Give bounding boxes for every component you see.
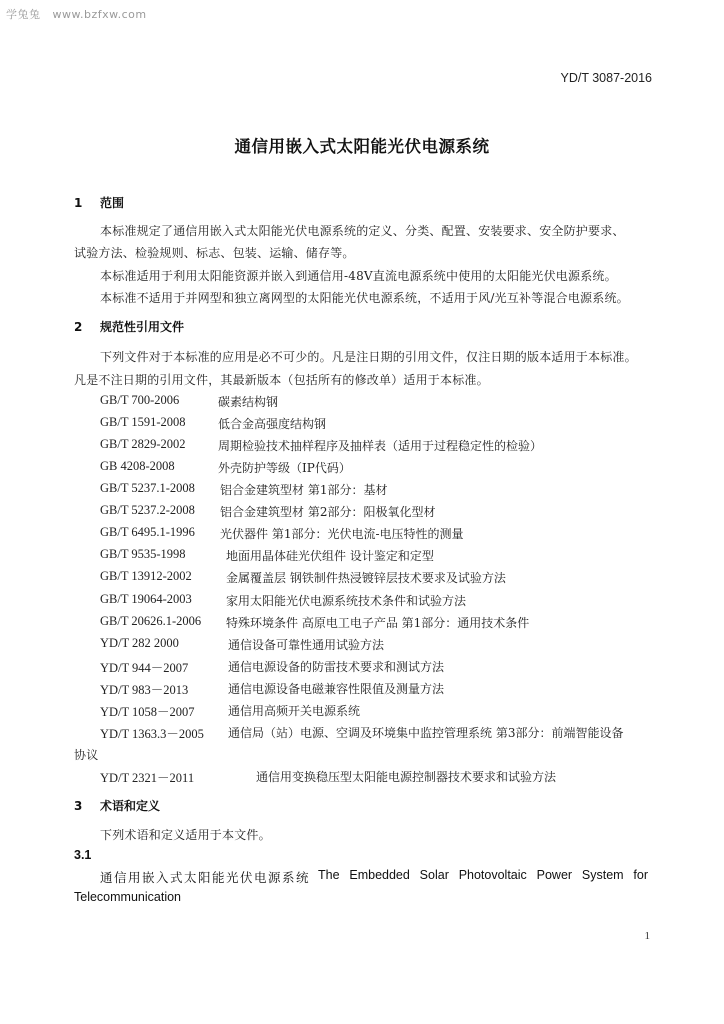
document-title: 通信用嵌入式太阳能光伏电源系统 xyxy=(234,137,490,156)
reference-title: 铝合金建筑型材 第1部分：基材 xyxy=(220,483,388,497)
term-english-word: for xyxy=(633,868,648,882)
reference-code: GB/T 20626.1-2006 xyxy=(100,614,202,628)
paragraph: 本标准规定了通信用嵌入式太阳能光伏电源系统的定义、分类、配置、安装要求、安全防护要求、 xyxy=(100,224,625,238)
paragraph: 本标准不适用于并网型和独立离网型的太阳能光伏电源系统，不适用于风/光互补等混合电源系统。 xyxy=(100,291,629,305)
reference-title: 周期检验技术抽样程序及抽样表（适用于过程稳定性的检验） xyxy=(218,439,543,453)
term-english-word: The xyxy=(318,868,340,882)
section-number: 3 xyxy=(74,799,83,813)
reference-title: 外壳防护等级（IP代码） xyxy=(218,461,351,475)
term-english-word: System xyxy=(581,868,624,882)
reference-title: 铝合金建筑型材 第2部分：阳极氧化型材 xyxy=(220,505,436,519)
reference-code: GB/T 9535-1998 xyxy=(100,547,186,561)
section-1-heading xyxy=(74,194,124,211)
reference-title: 光伏器件 第1部分：光伏电流-电压特性的测量 xyxy=(220,527,464,541)
reference-code: YD/T 983－2013 xyxy=(100,683,189,697)
reference-title: 碳素结构钢 xyxy=(218,395,279,409)
paragraph: 凡是不注日期的引用文件，其最新版本（包括所有的修改单）适用于本标准。 xyxy=(74,373,489,387)
reference-code: GB/T 1591-2008 xyxy=(100,415,186,429)
paragraph: 下列术语和定义适用于本文件。 xyxy=(100,828,271,842)
watermark-site-url: www.bzfxw.com xyxy=(52,8,147,21)
term-english-word: Embedded xyxy=(349,868,410,882)
reference-code: GB/T 13912-2002 xyxy=(100,569,192,583)
reference-title: 低合金高强度结构钢 xyxy=(218,417,327,431)
watermark-site-name: 学兔兔 xyxy=(6,8,41,21)
paragraph: 本标准适用于利用太阳能资源并嵌入到通信用-48V直流电源系统中使用的太阳能光伏电源系统。 xyxy=(100,269,617,283)
reference-code: YD/T 282 2000 xyxy=(100,636,179,650)
page-number: 1 xyxy=(644,930,650,942)
reference-title: 通信用高频开关电源系统 xyxy=(228,704,361,718)
section-title: 范围 xyxy=(100,196,125,210)
reference-code: GB/T 6495.1-1996 xyxy=(100,525,195,539)
reference-title: 通信电源设备电磁兼容性限值及测量方法 xyxy=(228,682,445,696)
reference-code: YD/T 1058－2007 xyxy=(100,705,195,719)
reference-code: YD/T 944－2007 xyxy=(100,661,189,675)
reference-code: YD/T 1363.3－2005 xyxy=(100,727,204,741)
section-number: 1 xyxy=(74,196,83,210)
paragraph: 下列文件对于本标准的应用是必不可少的。凡是注日期的引用文件，仅注日期的版本适用于本标准。 xyxy=(100,350,637,364)
section-2-heading xyxy=(74,318,184,335)
section-title: 规范性引用文件 xyxy=(100,320,185,334)
reference-title: 通信用变换稳压型太阳能电源控制器技术要求和试验方法 xyxy=(256,770,557,784)
standard-code: YD/T 3087-2016 xyxy=(560,71,652,85)
reference-title: 通信设备可靠性通用试验方法 xyxy=(228,638,385,652)
reference-code: GB/T 19064-2003 xyxy=(100,592,192,606)
reference-code: YD/T 2321－2011 xyxy=(100,771,195,785)
reference-code: GB/T 700-2006 xyxy=(100,393,180,407)
reference-code: GB/T 2829-2002 xyxy=(100,437,186,451)
term-chinese: 通信用嵌入式太阳能光伏电源系统 xyxy=(100,870,311,885)
reference-title: 通信局（站）电源、空调及环境集中监控管理系统 第3部分：前端智能设备 xyxy=(228,726,624,740)
section-number: 2 xyxy=(74,320,83,334)
reference-title: 特殊环境条件 高原电工电子产品 第1部分：通用技术条件 xyxy=(226,616,530,630)
reference-title: 通信电源设备的防雷技术要求和测试方法 xyxy=(228,660,445,674)
reference-title: 家用太阳能光伏电源系统技术条件和试验方法 xyxy=(226,594,467,608)
subsection-number: 3.1 xyxy=(74,848,92,862)
paragraph: 试验方法、检验规则、标志、包装、运输、储存等。 xyxy=(74,246,355,260)
reference-code: GB 4208-2008 xyxy=(100,459,175,473)
section-3-heading xyxy=(74,797,160,814)
term-english-continuation: Telecommunication xyxy=(74,890,181,904)
reference-wrap-continuation: 协议 xyxy=(74,748,99,762)
section-title: 术语和定义 xyxy=(100,799,161,813)
term-english-word: Power xyxy=(536,868,573,882)
reference-title: 金属覆盖层 钢铁制件热浸镀锌层技术要求及试验方法 xyxy=(226,571,506,585)
reference-code: GB/T 5237.2-2008 xyxy=(100,503,195,517)
term-english-word: Solar xyxy=(419,868,449,882)
reference-title: 地面用晶体硅光伏组件 设计鉴定和定型 xyxy=(226,549,434,563)
term-definition-line xyxy=(100,868,648,886)
term-english xyxy=(318,868,648,886)
reference-code: GB/T 5237.1-2008 xyxy=(100,481,195,495)
term-english-word: Photovoltaic xyxy=(458,868,527,882)
watermark xyxy=(6,6,147,22)
